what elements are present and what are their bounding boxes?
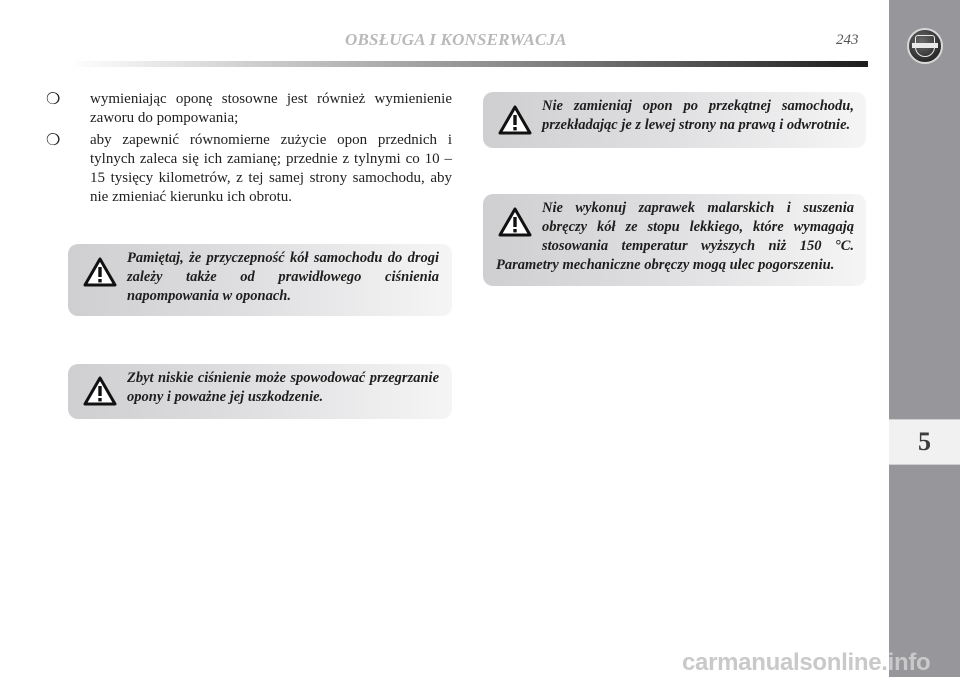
warning-box (483, 92, 866, 148)
watermark: carmanualsonline.info (682, 649, 931, 676)
bullet-text: aby zapewnić równomierne zużycie opon przednich i tylnych zaleca się ich zamianę; przednie z tylnymi co 10 – 15 tysięcy kilometrów, z tej samej strony samochodu, aby nie zmieniać kierunku ich obrotu. (90, 132, 452, 205)
bullet-circle-icon: ❍ (46, 91, 61, 108)
header-rule (68, 61, 868, 67)
warning-triangle-icon (83, 257, 117, 287)
icon-spacer (496, 199, 542, 256)
list-item (46, 131, 452, 207)
warning-text: Nie zamieniaj opon po przekątnej samochodu, przekładając je z lewej strony na prawą i odwrotnie. (542, 98, 854, 133)
warning-triangle-icon (83, 376, 117, 406)
bullet-list (46, 90, 452, 210)
warning-box (483, 194, 866, 286)
chapter-tab[interactable] (889, 419, 960, 465)
warning-text-wrap (496, 199, 854, 275)
logo-bar (912, 43, 938, 48)
chapter-sidebar (889, 0, 960, 677)
warning-box (68, 364, 452, 419)
page-number: 243 (836, 32, 859, 48)
bullet-text: wymieniając oponę stosowne jest również wymienienie zaworu do pompowania; (90, 91, 452, 126)
list-item (46, 90, 452, 128)
lancia-logo-icon (907, 28, 943, 64)
warning-triangle-icon (498, 105, 532, 135)
bullet-circle-icon: ❍ (46, 132, 61, 149)
warning-text: Zbyt niskie ciśnienie może spowodować przegrzanie opony i poważne jej uszkodzenie. (127, 370, 439, 405)
section-title: OBSŁUGA I KONSERWACJA (345, 30, 567, 49)
warning-box (68, 244, 452, 316)
chapter-number: 5 (918, 427, 931, 456)
warning-text: Pamiętaj, że przyczepność kół samochodu do drogi zależy także od prawidłowego ciśnienia napompowania w oponach. (127, 250, 439, 304)
warning-text: Nie wykonuj zaprawek malarskich i suszenia obręczy kół ze stopu lekkiego, które wymagają stosowania temperatur wyższych niż 150 °C. Parametry mechaniczne obręczy mogą ulec pogorszeniu. (496, 200, 854, 273)
